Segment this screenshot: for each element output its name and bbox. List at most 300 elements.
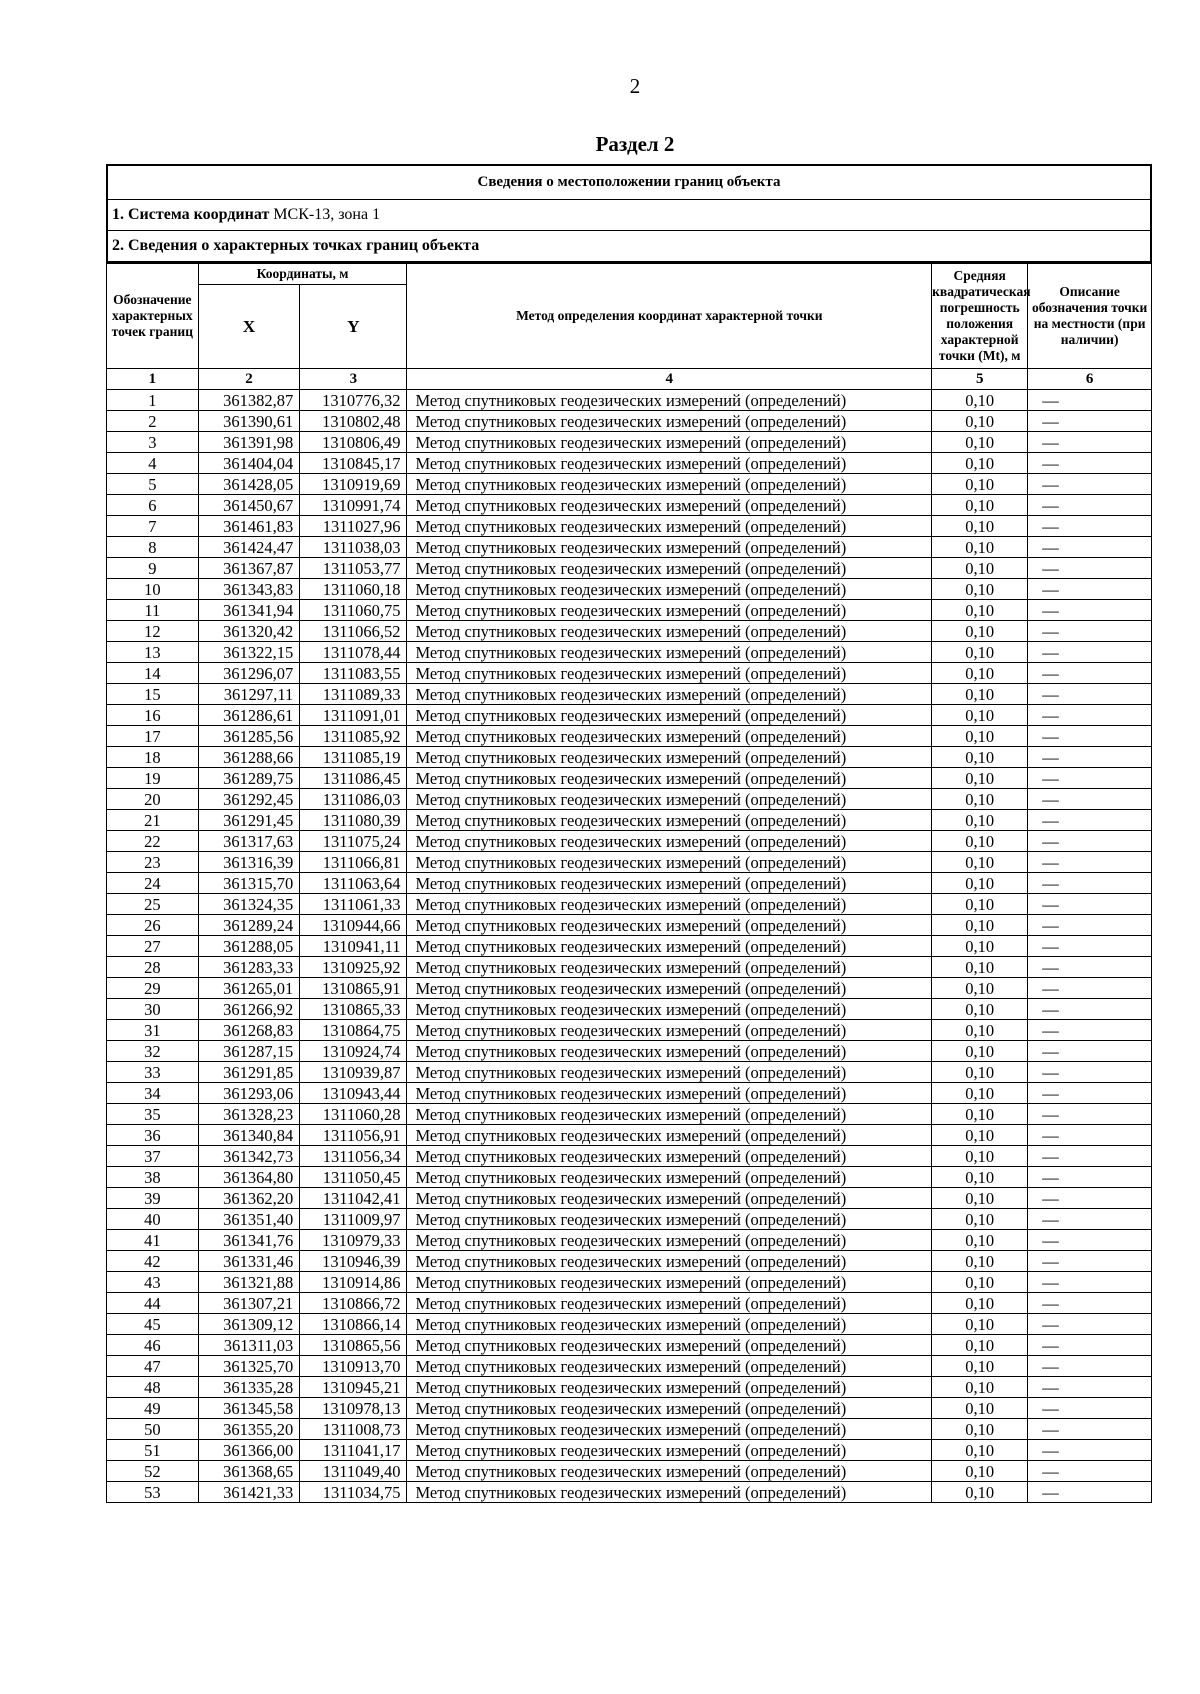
table-row	[107, 789, 1152, 810]
coord-y: 1310944,66	[300, 915, 407, 936]
table-row	[107, 432, 1152, 453]
error-cell: 0,10	[932, 1293, 1028, 1314]
method-cell: Метод спутниковых геодезических измерений (определений)	[407, 474, 932, 495]
point-number: 15	[107, 684, 199, 705]
coord-y: 1311078,44	[300, 642, 407, 663]
table-row	[107, 768, 1152, 789]
error-cell: 0,10	[932, 999, 1028, 1020]
coord-x: 361266,92	[198, 999, 300, 1020]
coord-y: 1311049,40	[300, 1461, 407, 1482]
coord-x: 361292,45	[198, 789, 300, 810]
column-number: 2	[198, 369, 300, 390]
description-cell: —	[1028, 1461, 1152, 1482]
coord-y: 1310943,44	[300, 1083, 407, 1104]
point-number: 8	[107, 537, 199, 558]
header-method: Метод определения координат характерной точки	[407, 264, 932, 369]
coord-x: 361362,20	[198, 1188, 300, 1209]
table-row	[107, 957, 1152, 978]
coord-y: 1311083,55	[300, 663, 407, 684]
method-cell: Метод спутниковых геодезических измерений (определений)	[407, 873, 932, 894]
coord-y: 1311085,19	[300, 747, 407, 768]
coord-y: 1311086,03	[300, 789, 407, 810]
method-cell: Метод спутниковых геодезических измерений (определений)	[407, 1041, 932, 1062]
description-cell: —	[1028, 1083, 1152, 1104]
table-row	[107, 1440, 1152, 1461]
table-row	[107, 1461, 1152, 1482]
method-cell: Метод спутниковых геодезических измерений (определений)	[407, 789, 932, 810]
method-cell: Метод спутниковых геодезических измерений (определений)	[407, 915, 932, 936]
table-row	[107, 747, 1152, 768]
coord-y: 1311041,17	[300, 1440, 407, 1461]
description-cell: —	[1028, 390, 1152, 411]
table-row	[107, 411, 1152, 432]
coord-x: 361421,33	[198, 1482, 300, 1503]
coord-x: 361293,06	[198, 1083, 300, 1104]
coord-y: 1311063,64	[300, 873, 407, 894]
table-row	[107, 1230, 1152, 1251]
coord-y: 1311080,39	[300, 810, 407, 831]
table-row	[107, 1398, 1152, 1419]
point-number: 38	[107, 1167, 199, 1188]
coord-x: 361311,03	[198, 1335, 300, 1356]
description-cell: —	[1028, 1020, 1152, 1041]
coord-x: 361315,70	[198, 873, 300, 894]
points-table-body	[107, 390, 1152, 1503]
coord-x: 361341,76	[198, 1230, 300, 1251]
description-cell: —	[1028, 852, 1152, 873]
description-cell: —	[1028, 1209, 1152, 1230]
method-cell: Метод спутниковых геодезических измерений (определений)	[407, 705, 932, 726]
point-number: 49	[107, 1398, 199, 1419]
description-cell: —	[1028, 1230, 1152, 1251]
table-row	[107, 1188, 1152, 1209]
table-row	[107, 390, 1152, 411]
coord-x: 361265,01	[198, 978, 300, 999]
coord-y: 1310991,74	[300, 495, 407, 516]
error-cell: 0,10	[932, 852, 1028, 873]
error-cell: 0,10	[932, 474, 1028, 495]
description-cell: —	[1028, 936, 1152, 957]
point-number: 5	[107, 474, 199, 495]
error-cell: 0,10	[932, 810, 1028, 831]
error-cell: 0,10	[932, 936, 1028, 957]
coord-y: 1311027,96	[300, 516, 407, 537]
description-cell: —	[1028, 1398, 1152, 1419]
column-number: 1	[107, 369, 199, 390]
header-error: Средняя квадратическая погрешность положения характерной точки (Mt), м	[932, 264, 1028, 369]
description-cell: —	[1028, 978, 1152, 999]
description-cell: —	[1028, 705, 1152, 726]
coord-y: 1310913,70	[300, 1356, 407, 1377]
coord-x: 361317,63	[198, 831, 300, 852]
point-number: 28	[107, 957, 199, 978]
error-cell: 0,10	[932, 768, 1028, 789]
coord-y: 1311066,81	[300, 852, 407, 873]
coord-x: 361364,80	[198, 1167, 300, 1188]
point-number: 9	[107, 558, 199, 579]
coord-y: 1311008,73	[300, 1419, 407, 1440]
points-table	[106, 263, 1152, 1503]
description-cell: —	[1028, 621, 1152, 642]
error-cell: 0,10	[932, 831, 1028, 852]
coord-x: 361461,83	[198, 516, 300, 537]
error-cell: 0,10	[932, 873, 1028, 894]
method-cell: Метод спутниковых геодезических измерений (определений)	[407, 432, 932, 453]
coord-y: 1311034,75	[300, 1482, 407, 1503]
error-cell: 0,10	[932, 1020, 1028, 1041]
coord-y: 1311060,18	[300, 579, 407, 600]
point-number: 7	[107, 516, 199, 537]
description-cell: —	[1028, 789, 1152, 810]
method-cell: Метод спутниковых геодезических измерений (определений)	[407, 1440, 932, 1461]
coord-x: 361289,24	[198, 915, 300, 936]
table-row	[107, 915, 1152, 936]
coord-x: 361285,56	[198, 726, 300, 747]
point-number: 25	[107, 894, 199, 915]
description-cell: —	[1028, 1251, 1152, 1272]
description-cell: —	[1028, 768, 1152, 789]
error-cell: 0,10	[932, 1272, 1028, 1293]
error-cell: 0,10	[932, 1209, 1028, 1230]
coord-y: 1311053,77	[300, 558, 407, 579]
point-number: 22	[107, 831, 199, 852]
error-cell: 0,10	[932, 957, 1028, 978]
coord-x: 361390,61	[198, 411, 300, 432]
table-row	[107, 1020, 1152, 1041]
coord-y: 1311075,24	[300, 831, 407, 852]
description-cell: —	[1028, 1272, 1152, 1293]
coord-y: 1310919,69	[300, 474, 407, 495]
coord-x: 361297,11	[198, 684, 300, 705]
error-cell: 0,10	[932, 1335, 1028, 1356]
coord-y: 1311056,34	[300, 1146, 407, 1167]
table-row	[107, 1482, 1152, 1503]
point-number: 37	[107, 1146, 199, 1167]
coord-x: 361288,66	[198, 747, 300, 768]
description-cell: —	[1028, 1167, 1152, 1188]
method-cell: Метод спутниковых геодезических измерений (определений)	[407, 894, 932, 915]
point-number: 46	[107, 1335, 199, 1356]
table-row	[107, 1062, 1152, 1083]
point-number: 44	[107, 1293, 199, 1314]
description-cell: —	[1028, 1146, 1152, 1167]
description-cell: —	[1028, 1356, 1152, 1377]
method-cell: Метод спутниковых геодезических измерений (определений)	[407, 495, 932, 516]
table-row	[107, 1272, 1152, 1293]
table-row	[107, 453, 1152, 474]
table-row	[107, 852, 1152, 873]
method-cell: Метод спутниковых геодезических измерений (определений)	[407, 558, 932, 579]
method-cell: Метод спутниковых геодезических измерений (определений)	[407, 831, 932, 852]
coord-y: 1310864,75	[300, 1020, 407, 1041]
table-row	[107, 1356, 1152, 1377]
method-cell: Метод спутниковых геодезических измерений (определений)	[407, 1335, 932, 1356]
description-cell: —	[1028, 1041, 1152, 1062]
table-row	[107, 810, 1152, 831]
point-number: 19	[107, 768, 199, 789]
point-number: 20	[107, 789, 199, 810]
point-number: 42	[107, 1251, 199, 1272]
coord-x: 361325,70	[198, 1356, 300, 1377]
method-cell: Метод спутниковых геодезических измерений (определений)	[407, 1398, 932, 1419]
coord-y: 1310939,87	[300, 1062, 407, 1083]
coord-x: 361343,83	[198, 579, 300, 600]
coord-x: 361335,28	[198, 1377, 300, 1398]
description-cell: —	[1028, 642, 1152, 663]
point-number: 17	[107, 726, 199, 747]
table-row	[107, 600, 1152, 621]
coord-y: 1310941,11	[300, 936, 407, 957]
coord-y: 1310865,33	[300, 999, 407, 1020]
point-number: 52	[107, 1461, 199, 1482]
point-number: 14	[107, 663, 199, 684]
error-cell: 0,10	[932, 1440, 1028, 1461]
description-cell: —	[1028, 726, 1152, 747]
point-number: 26	[107, 915, 199, 936]
coord-y: 1310776,32	[300, 390, 407, 411]
table-row	[107, 1083, 1152, 1104]
coord-system-value: МСК-13, зона 1	[269, 206, 381, 223]
table-row	[107, 642, 1152, 663]
point-number: 12	[107, 621, 199, 642]
coord-y: 1311061,33	[300, 894, 407, 915]
method-cell: Метод спутниковых геодезических измерений (определений)	[407, 390, 932, 411]
coord-x: 361291,85	[198, 1062, 300, 1083]
method-cell: Метод спутниковых геодезических измерений (определений)	[407, 411, 932, 432]
point-number: 2	[107, 411, 199, 432]
description-cell: —	[1028, 495, 1152, 516]
method-cell: Метод спутниковых геодезических измерений (определений)	[407, 1293, 932, 1314]
description-cell: —	[1028, 432, 1152, 453]
description-cell: —	[1028, 453, 1152, 474]
coord-y: 1310925,92	[300, 957, 407, 978]
error-cell: 0,10	[932, 1482, 1028, 1503]
error-cell: 0,10	[932, 684, 1028, 705]
error-cell: 0,10	[932, 705, 1028, 726]
method-cell: Метод спутниковых геодезических измерений (определений)	[407, 516, 932, 537]
coord-x: 361351,40	[198, 1209, 300, 1230]
method-cell: Метод спутниковых геодезических измерений (определений)	[407, 579, 932, 600]
method-cell: Метод спутниковых геодезических измерений (определений)	[407, 978, 932, 999]
error-cell: 0,10	[932, 1314, 1028, 1335]
coord-x: 361268,83	[198, 1020, 300, 1041]
error-cell: 0,10	[932, 915, 1028, 936]
coord-x: 361291,45	[198, 810, 300, 831]
coord-y: 1311089,33	[300, 684, 407, 705]
description-cell: —	[1028, 474, 1152, 495]
error-cell: 0,10	[932, 600, 1028, 621]
header-x: X	[198, 285, 300, 369]
method-cell: Метод спутниковых геодезических измерений (определений)	[407, 1482, 932, 1503]
table-row	[107, 999, 1152, 1020]
coord-y: 1310865,56	[300, 1335, 407, 1356]
description-cell: —	[1028, 810, 1152, 831]
point-number: 39	[107, 1188, 199, 1209]
method-cell: Метод спутниковых геодезических измерений (определений)	[407, 1272, 932, 1293]
method-cell: Метод спутниковых геодезических измерений (определений)	[407, 999, 932, 1020]
point-number: 11	[107, 600, 199, 621]
coord-x: 361366,00	[198, 1440, 300, 1461]
description-cell: —	[1028, 537, 1152, 558]
method-cell: Метод спутниковых геодезических измерений (определений)	[407, 1125, 932, 1146]
coord-x: 361288,05	[198, 936, 300, 957]
method-cell: Метод спутниковых геодезических измерений (определений)	[407, 600, 932, 621]
description-cell: —	[1028, 1188, 1152, 1209]
description-cell: —	[1028, 600, 1152, 621]
method-cell: Метод спутниковых геодезических измерений (определений)	[407, 642, 932, 663]
error-cell: 0,10	[932, 390, 1028, 411]
coord-x: 361450,67	[198, 495, 300, 516]
table-row	[107, 684, 1152, 705]
error-cell: 0,10	[932, 558, 1028, 579]
coord-x: 361321,88	[198, 1272, 300, 1293]
header-point-designation: Обозначение характерных точек границ	[107, 264, 199, 369]
point-number: 50	[107, 1419, 199, 1440]
table-row	[107, 978, 1152, 999]
error-cell: 0,10	[932, 663, 1028, 684]
column-number: 3	[300, 369, 407, 390]
table-row	[107, 558, 1152, 579]
error-cell: 0,10	[932, 1125, 1028, 1146]
method-cell: Метод спутниковых геодезических измерений (определений)	[407, 1377, 932, 1398]
table-row	[107, 516, 1152, 537]
description-cell: —	[1028, 516, 1152, 537]
coord-x: 361289,75	[198, 768, 300, 789]
description-cell: —	[1028, 411, 1152, 432]
error-cell: 0,10	[932, 1230, 1028, 1251]
coord-x: 361368,65	[198, 1461, 300, 1482]
error-cell: 0,10	[932, 1419, 1028, 1440]
coord-y: 1310924,74	[300, 1041, 407, 1062]
point-number: 30	[107, 999, 199, 1020]
coord-y: 1310914,86	[300, 1272, 407, 1293]
point-number: 35	[107, 1104, 199, 1125]
table-row	[107, 1293, 1152, 1314]
coord-y: 1311009,97	[300, 1209, 407, 1230]
description-cell: —	[1028, 747, 1152, 768]
method-cell: Метод спутниковых геодезических измерений (определений)	[407, 621, 932, 642]
coord-system	[107, 200, 1151, 231]
coord-x: 361283,33	[198, 957, 300, 978]
coord-y: 1311060,28	[300, 1104, 407, 1125]
coord-y: 1310946,39	[300, 1251, 407, 1272]
coord-x: 361331,46	[198, 1251, 300, 1272]
point-number: 18	[107, 747, 199, 768]
point-number: 41	[107, 1230, 199, 1251]
coord-x: 361286,61	[198, 705, 300, 726]
method-cell: Метод спутниковых геодезических измерений (определений)	[407, 1356, 932, 1377]
description-cell: —	[1028, 915, 1152, 936]
coord-y: 1311085,92	[300, 726, 407, 747]
coord-x: 361324,35	[198, 894, 300, 915]
table-row	[107, 894, 1152, 915]
table-row	[107, 474, 1152, 495]
coord-x: 361322,15	[198, 642, 300, 663]
points-title-text: 2. Сведения о характерных точках границ объекта	[112, 237, 480, 254]
header-coordinates: Координаты, м	[198, 264, 407, 285]
description-cell: —	[1028, 1377, 1152, 1398]
point-number: 36	[107, 1125, 199, 1146]
points-title	[107, 231, 1151, 263]
description-cell: —	[1028, 1104, 1152, 1125]
point-number: 45	[107, 1314, 199, 1335]
description-cell: —	[1028, 1482, 1152, 1503]
table-row	[107, 1209, 1152, 1230]
method-cell: Метод спутниковых геодезических измерений (определений)	[407, 957, 932, 978]
coord-x: 361391,98	[198, 432, 300, 453]
error-cell: 0,10	[932, 411, 1028, 432]
table-row	[107, 1377, 1152, 1398]
error-cell: 0,10	[932, 537, 1028, 558]
coord-x: 361341,94	[198, 600, 300, 621]
coord-y: 1310945,21	[300, 1377, 407, 1398]
method-cell: Метод спутниковых геодезических измерений (определений)	[407, 1104, 932, 1125]
method-cell: Метод спутниковых геодезических измерений (определений)	[407, 663, 932, 684]
method-cell: Метод спутниковых геодезических измерений (определений)	[407, 1314, 932, 1335]
method-cell: Метод спутниковых геодезических измерений (определений)	[407, 1083, 932, 1104]
method-cell: Метод спутниковых геодезических измерений (определений)	[407, 1209, 932, 1230]
coord-y: 1310865,91	[300, 978, 407, 999]
coord-x: 361309,12	[198, 1314, 300, 1335]
coord-y: 1311091,01	[300, 705, 407, 726]
coord-y: 1311086,45	[300, 768, 407, 789]
table-row	[107, 537, 1152, 558]
point-number: 47	[107, 1356, 199, 1377]
description-cell: —	[1028, 579, 1152, 600]
error-cell: 0,10	[932, 1104, 1028, 1125]
error-cell: 0,10	[932, 453, 1028, 474]
error-cell: 0,10	[932, 789, 1028, 810]
error-cell: 0,10	[932, 579, 1028, 600]
table-row	[107, 831, 1152, 852]
point-number: 32	[107, 1041, 199, 1062]
table-row	[107, 873, 1152, 894]
point-number: 3	[107, 432, 199, 453]
coord-y: 1310978,13	[300, 1398, 407, 1419]
description-cell: —	[1028, 558, 1152, 579]
error-cell: 0,10	[932, 1461, 1028, 1482]
coord-y: 1311066,52	[300, 621, 407, 642]
method-cell: Метод спутниковых геодезических измерений (определений)	[407, 1251, 932, 1272]
method-cell: Метод спутниковых геодезических измерений (определений)	[407, 1167, 932, 1188]
error-cell: 0,10	[932, 726, 1028, 747]
point-number: 48	[107, 1377, 199, 1398]
coord-x: 361382,87	[198, 390, 300, 411]
error-cell: 0,10	[932, 1146, 1028, 1167]
error-cell: 0,10	[932, 432, 1028, 453]
coord-y: 1310866,72	[300, 1293, 407, 1314]
method-cell: Метод спутниковых геодезических измерений (определений)	[407, 1020, 932, 1041]
method-cell: Метод спутниковых геодезических измерений (определений)	[407, 810, 932, 831]
coord-y: 1310979,33	[300, 1230, 407, 1251]
page-number: 2	[629, 74, 641, 98]
coord-y: 1310806,49	[300, 432, 407, 453]
description-cell: —	[1028, 1335, 1152, 1356]
description-cell: —	[1028, 999, 1152, 1020]
point-number: 10	[107, 579, 199, 600]
table-row	[107, 663, 1152, 684]
method-cell: Метод спутниковых геодезических измерений (определений)	[407, 453, 932, 474]
point-number: 34	[107, 1083, 199, 1104]
table-row	[107, 1251, 1152, 1272]
error-cell: 0,10	[932, 642, 1028, 663]
coord-x: 361320,42	[198, 621, 300, 642]
point-number: 16	[107, 705, 199, 726]
description-cell: —	[1028, 1293, 1152, 1314]
method-cell: Метод спутниковых геодезических измерений (определений)	[407, 1419, 932, 1440]
table-row	[107, 936, 1152, 957]
point-number: 23	[107, 852, 199, 873]
